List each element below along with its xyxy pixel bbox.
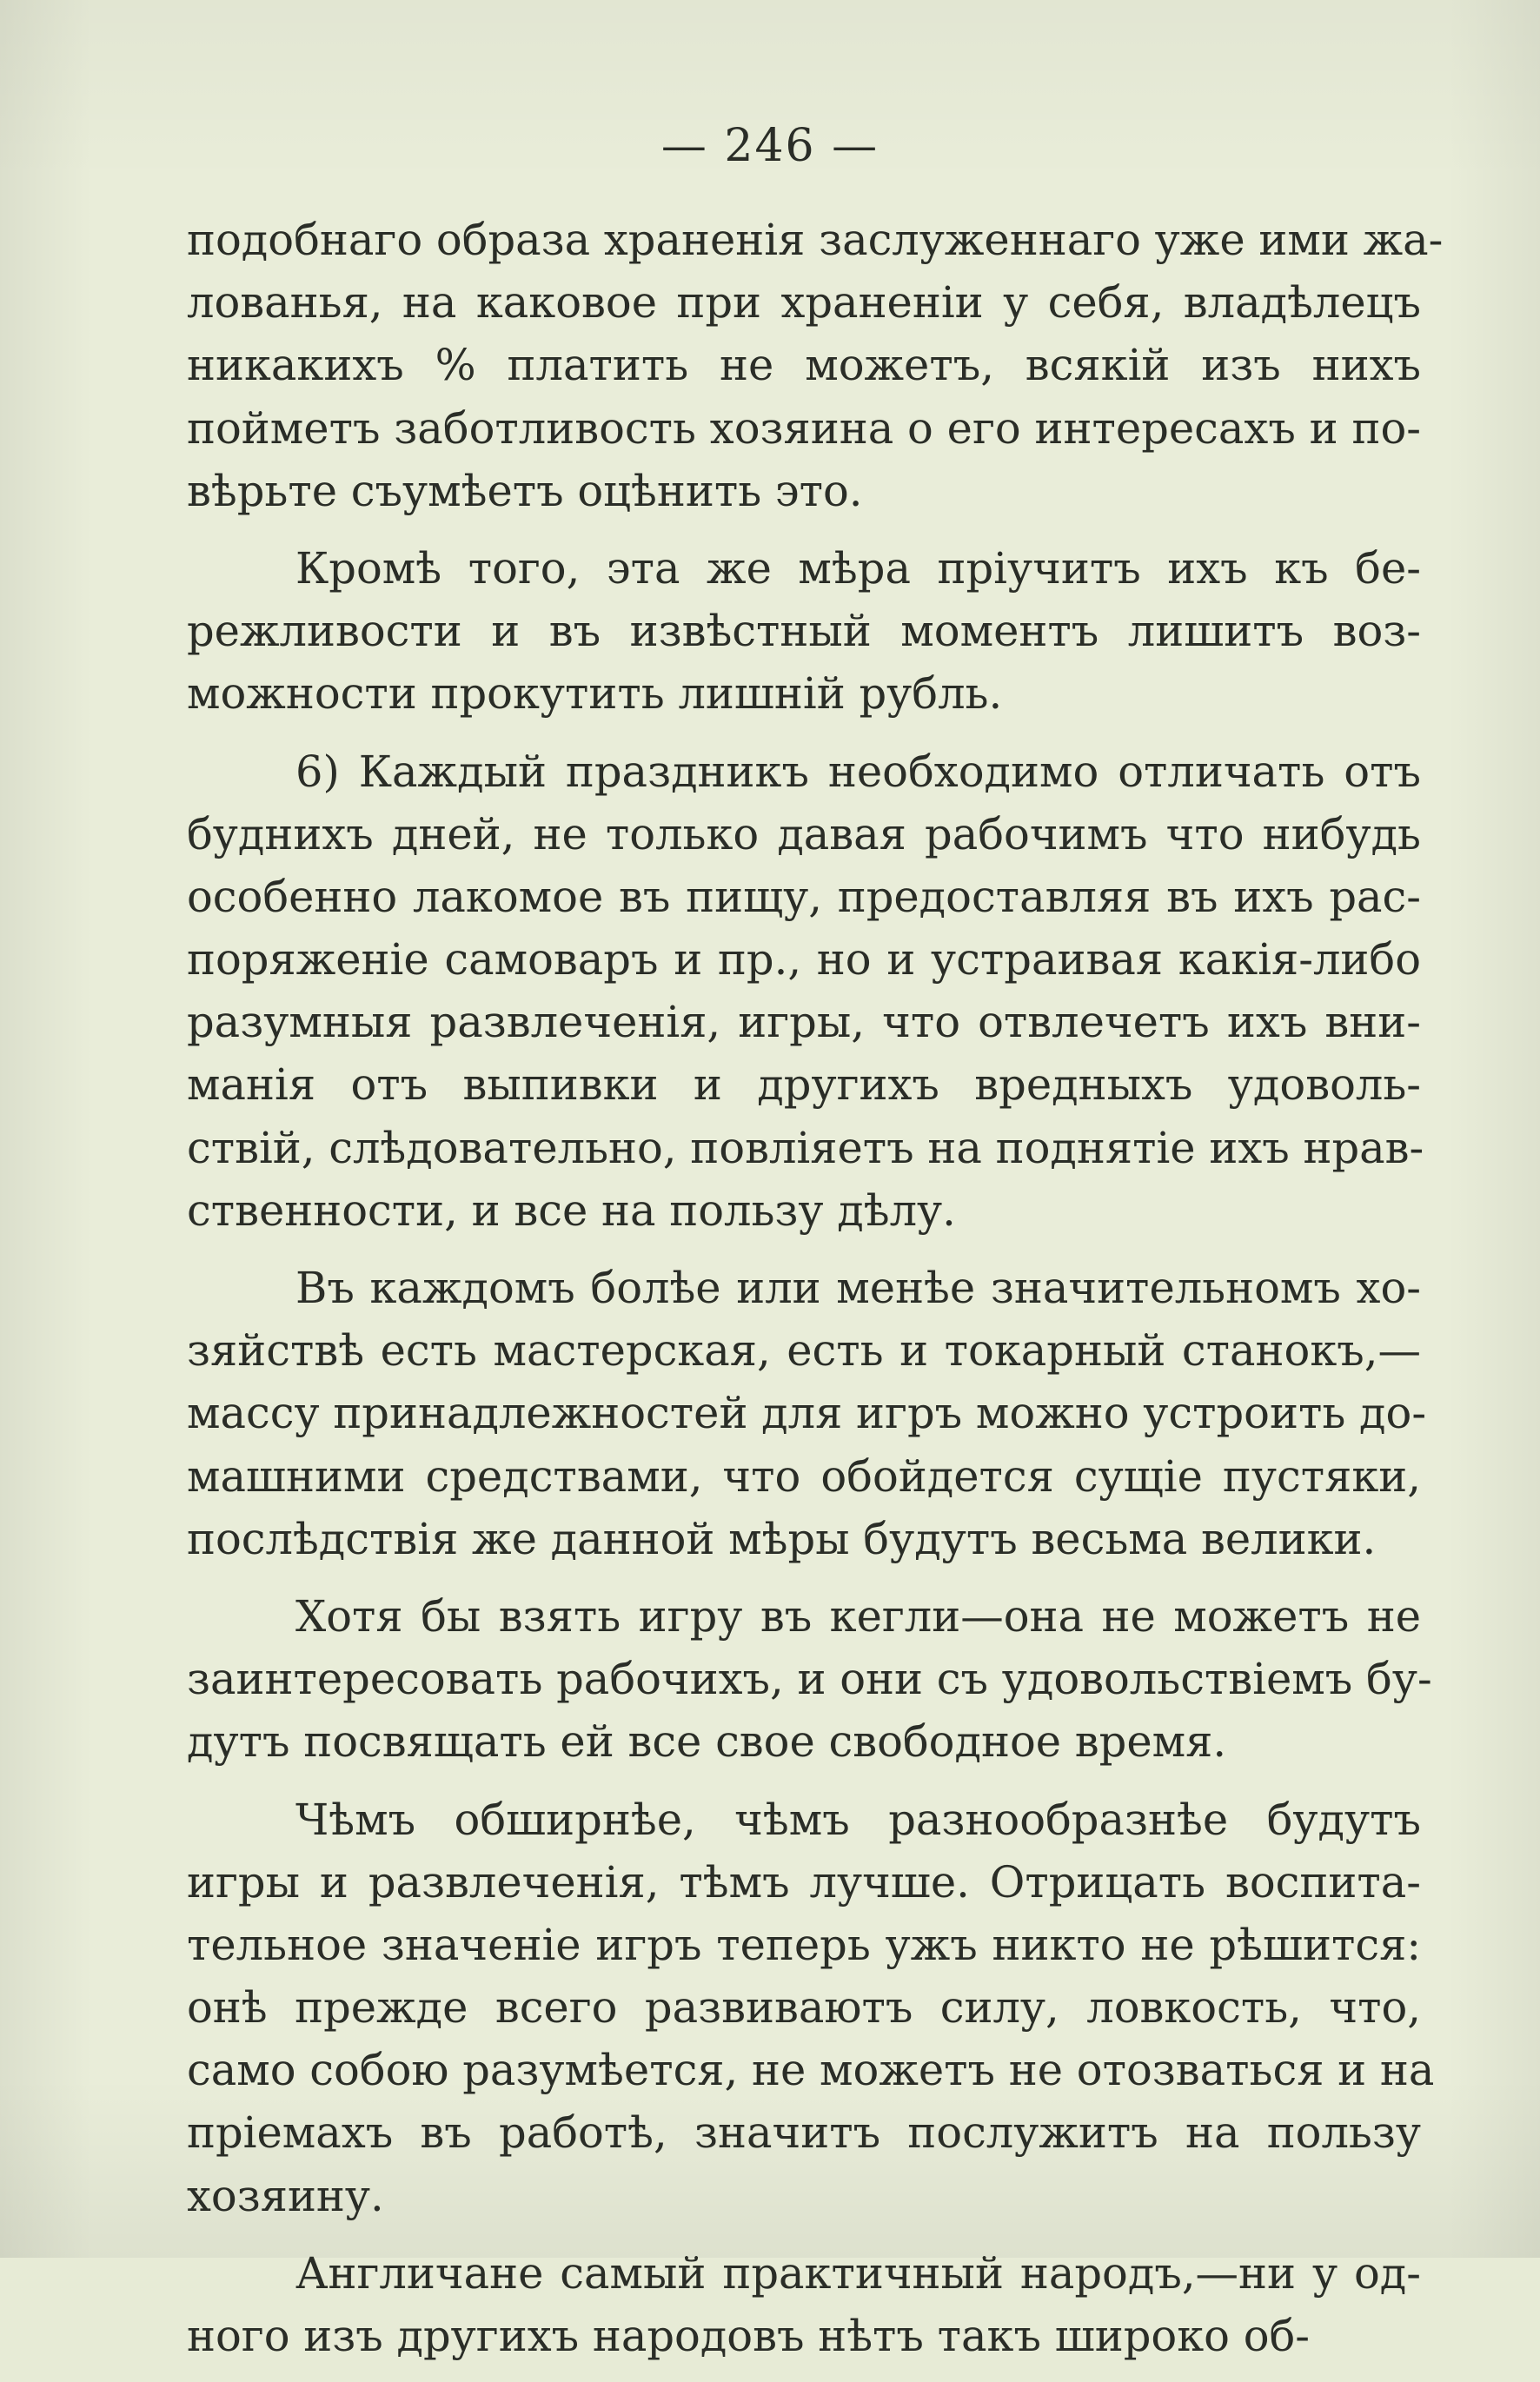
paragraph — [187, 1257, 1427, 1570]
text-line: массу принадлежностей для игръ можно устроить до- — [187, 1388, 1427, 1439]
text-line: никакихъ % платить не можетъ, всякій изъ нихъ — [187, 340, 1421, 391]
text-line: тельное значеніе игръ теперь ужъ никто не рѣшится: — [187, 1919, 1421, 1970]
text-line: 6) Каждый праздникъ необходимо отличать отъ — [295, 746, 1421, 797]
text-line: само собою разумѣется, не можетъ не отозваться и на — [187, 2045, 1435, 2096]
text-line: Хотя бы взять игру въ кегли—она не можетъ не — [295, 1590, 1421, 1642]
text-line: ного изъ другихъ народовъ нѣтъ такъ широко об- — [187, 2311, 1311, 2361]
text-line: разумныя развлеченія, игры, что отвлечетъ ихъ вни- — [187, 997, 1421, 1048]
page-number: — 246 — — [660, 120, 880, 172]
text-line: ствій, слѣдовательно, повліяетъ на поднятіе ихъ нрав- — [187, 1122, 1424, 1173]
body-text — [187, 209, 1444, 2382]
text-line: лованья, на каковое при храненіи у себя, владѣлецъ — [187, 277, 1421, 328]
text-line: зяйствѣ есть мастерская, есть и токарный станокъ,— — [187, 1325, 1421, 1377]
text-line: послѣдствія же данной мѣры будутъ весьма велики. — [187, 1513, 1377, 1564]
text-line: хозяину. — [187, 2170, 384, 2221]
text-line: Кромѣ того, эта же мѣра пріучитъ ихъ къ бе- — [295, 542, 1421, 594]
text-line: вѣрьте съумѣетъ оцѣнить это. — [187, 465, 863, 516]
paragraph — [187, 537, 1421, 726]
text-line: буднихъ дней, не только давая рабочимъ что нибудь — [187, 808, 1421, 859]
text-line: пойметъ заботливость хозяина о его интересахъ и по- — [187, 402, 1421, 454]
text-line: поряженіе самоваръ и пр., но и устраивая какія-либо — [187, 934, 1421, 985]
text-line: машними средствами, что обойдется сущіе пустяки, — [187, 1450, 1421, 1502]
text-line: заинтересовать рабочихъ, и они съ удовольствіемъ бу- — [187, 1654, 1432, 1705]
paragraph — [187, 1585, 1432, 1774]
text-line: Чѣмъ обширнѣе, чѣмъ разнообразнѣе будутъ — [295, 1794, 1421, 1845]
text-line: Англичане самый практичный народъ,—ни у од- — [295, 2247, 1421, 2299]
text-line: особенно лакомое въ пищу, предоставляя въ ихъ рас- — [187, 871, 1421, 922]
text-line: режливости и въ извѣстный моментъ лишитъ воз- — [187, 606, 1421, 657]
text-line: онѣ прежде всего развиваютъ силу, ловкость, что, — [187, 1982, 1421, 2034]
text-line: можности прокутить лишній рубль. — [187, 668, 1003, 720]
paragraph — [187, 209, 1444, 522]
paragraph — [187, 2242, 1421, 2367]
paragraph — [187, 1788, 1435, 2227]
text-line: Въ каждомъ болѣе или менѣе значительномъ хо- — [295, 1263, 1421, 1313]
text-line: пріемахъ въ работѣ, значитъ послужитъ на пользу — [187, 2107, 1421, 2159]
text-line: манія отъ выпивки и другихъ вредныхъ удоволь- — [187, 1059, 1421, 1111]
text-line: дутъ посвящать ей все свое свободное время. — [187, 1716, 1227, 1768]
text-line: игры и развлеченія, тѣмъ лучше. Отрицать воспита- — [187, 1856, 1421, 1908]
text-line: ственности, и все на пользу дѣлу. — [187, 1184, 956, 1236]
text-line: подобнаго образа храненія заслуженнаго уже ими жа- — [187, 215, 1444, 265]
paragraph — [187, 740, 1424, 1243]
